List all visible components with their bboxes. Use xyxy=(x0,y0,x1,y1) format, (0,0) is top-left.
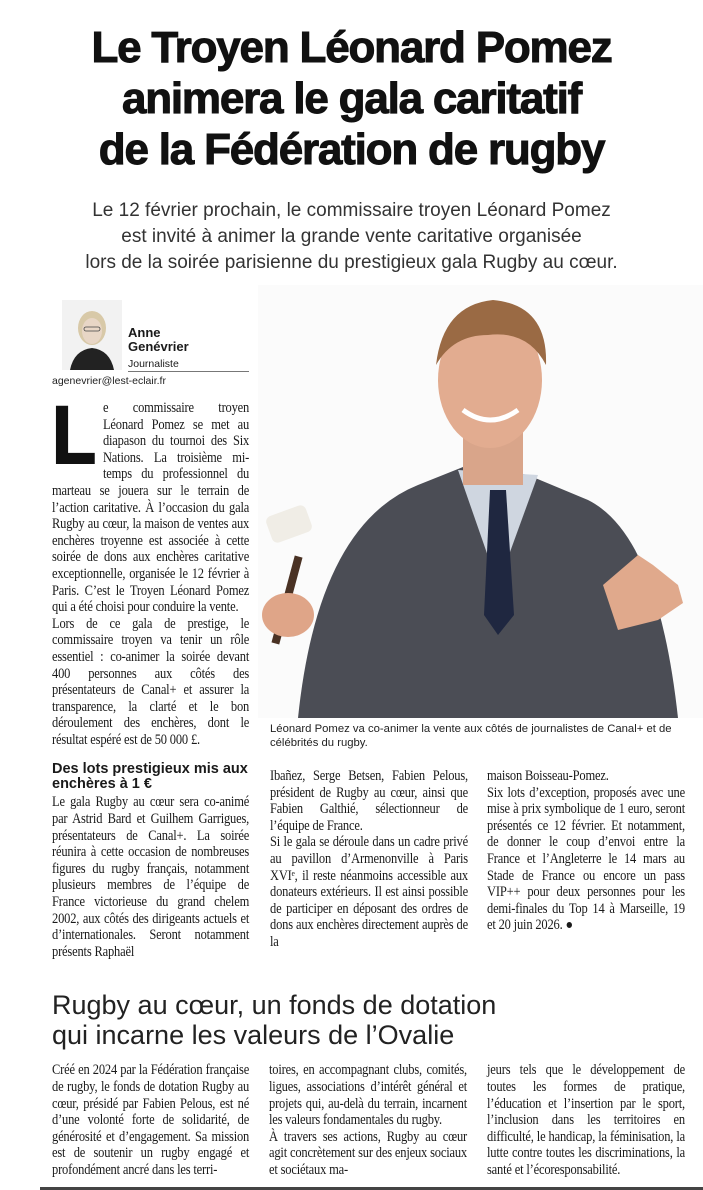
left-column xyxy=(52,285,249,960)
paragraph: jeurs tels que le développement de toutes les formes de pratique, l’éducation et l’insertion par le sport, l’inclusion dans les territoires en difficulté, le handicap, la féminisation, la lutte contre toutes les discriminations, la santé et l’écoresponsabilité. xyxy=(487,1062,685,1178)
headline-line: animera le gala caritatif xyxy=(121,74,582,123)
paragraph: toires, en accompagnant clubs, comités, ligues, associations d’intérêt général et projets qui, au-delà du terrain, incarnent les valeurs fondamentales du rugby. xyxy=(269,1062,467,1129)
author-info xyxy=(128,300,249,372)
paragraph: Si le gala se déroule dans un cadre privé au pavillon d’Armenonville à Paris XVIᵉ, il reste néanmoins accessible aux donateurs extérieurs. Il est ainsi possible de participer en déposant des ordres de dons aux enchères directement auprès de la xyxy=(270,834,468,950)
paragraph: À travers ses actions, Rugby au cœur agit concrètement sur des enjeux sociaux et sociétaux ma- xyxy=(269,1128,467,1178)
section-heading xyxy=(52,990,672,1050)
headline-line: Le Troyen Léonard Pomez xyxy=(91,23,612,72)
headline xyxy=(10,22,693,175)
lots-column-2 xyxy=(270,768,468,951)
article-main xyxy=(0,285,703,960)
author-name xyxy=(128,326,249,354)
paragraph: maison Boisseau-Pomez. xyxy=(487,768,609,784)
standfirst-line: lors de la soirée parisienne du prestigieux gala Rugby au cœur. xyxy=(85,252,618,273)
author-role: Journaliste xyxy=(128,358,249,372)
portrait-photo xyxy=(258,285,703,718)
byline xyxy=(52,300,249,372)
photo-caption: Léonard Pomez va co-animer la vente aux côtés de journalistes de Canal+ et de célébrités du rugby. xyxy=(270,723,672,749)
section-heading-line: qui incarne les valeurs de l’Ovalie xyxy=(52,1020,455,1051)
paragraph: Ibañez, Serge Betsen, Fabien Pelous, président de Rugby au cœur, ainsi que Fabien Galthié, sélectionneur de l’équipe de France. xyxy=(270,768,468,834)
standfirst-line: Le 12 février prochain, le commissaire troyen Léonard Pomez xyxy=(92,200,611,221)
subhead: Des lots prestigieux mis aux enchères à 1 € xyxy=(52,761,248,793)
header-area xyxy=(0,0,703,285)
paragraph: Le gala Rugby au cœur sera co-animé par Astrid Bard et Guilhem Garrigues, présentateurs de Canal+. La soirée réunira à cette occasion de nombreuses figures du rugby français, notamment plusieurs membres de l’équipe de France victorieuse du grand chelem 2002, aux côtés des dirigeants actuels et d’internationales. Seront notamment présents Raphaël xyxy=(52,794,250,960)
headline-line: de la Fédération de rugby xyxy=(98,125,605,174)
standfirst-line: est invité à animer la grande vente caritative organisée xyxy=(121,226,582,247)
author-email[interactable]: agenevrier@lest-eclair.fr xyxy=(52,375,166,387)
standfirst xyxy=(10,198,693,276)
dropcap: L xyxy=(52,390,96,481)
right-area xyxy=(258,285,703,951)
intro-paragraph: e commissaire troyen Léonard Pomez se met au diapason du tournoi des Six Nations. La troisième mi-temps du professionnel du marteau se jouera sur le terrain de l’action caritative. À l’occasion du gala Rugby au cœur, la maison de ventes aux enchères troyenne est associée à cette soirée de dons aux enchères caritative exceptionnelle, organisée le 12 février à Paris. C’est le Troyen Léonard Pomez qui a été choisi pour conduire la vente. xyxy=(52,400,250,616)
paragraph: Créé en 2024 par la Fédération française de rugby, le fonds de dotation Rugby au cœur, présidé par Fabien Pelous, est né d’une volonté forte de solidarité, de générosité et d’engagement. Sa mission est de soutenir un rugby engagé et profondément ancré dans les terri- xyxy=(52,1062,250,1178)
fund-columns xyxy=(52,1062,703,1178)
lots-column-1 xyxy=(52,794,249,960)
intro-column xyxy=(52,390,250,748)
intro-paragraph: Lors de ce gala de prestige, le commissaire troyen va tenir un rôle essentiel : co-animer la soirée devant 400 personnes aux côtés des présentateurs de Canal+ et assurer la transparence, la clarté et le bon déroulement des enchères, dont le résultat espéré est de 50 000 £. xyxy=(52,615,250,748)
author-last-name: Genévrier xyxy=(128,339,189,354)
fund-column-3 xyxy=(487,1062,685,1178)
author-photo xyxy=(62,300,122,370)
lots-columns-right xyxy=(270,768,703,951)
fund-column-1 xyxy=(52,1062,249,1178)
bottom-rule xyxy=(40,1187,703,1190)
author-first-name: Anne xyxy=(128,325,161,340)
fund-column-2 xyxy=(269,1062,467,1178)
lots-column-3 xyxy=(487,768,685,951)
paragraph: Six lots d’exception, proposés avec une mise à prix symbolique de 1 euro, seront présentés ce 12 février. Et notamment, de donner le coup d’envoi entre la France et l’Angleterre le 14 mars au Stade de France ou encore un pass VIP++ pour deux personnes pour les demi-finales du Top 14 à Marseille, 19 et 20 juin 2026. ● xyxy=(487,784,685,934)
section-heading-line: Rugby au cœur, un fonds de dotation xyxy=(52,990,497,1021)
